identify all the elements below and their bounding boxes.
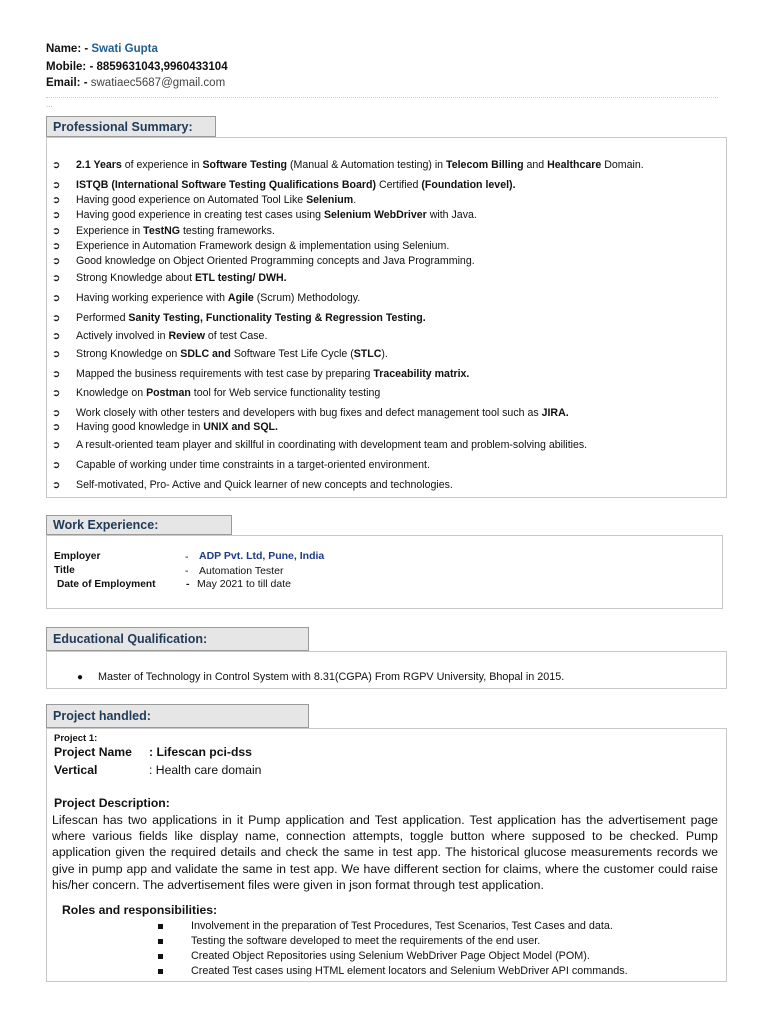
separator-dots: ...	[46, 100, 53, 109]
summary-item	[52, 272, 287, 284]
arrow-bullet-icon: ➲	[52, 440, 61, 451]
summary-item-text: of experience in	[121, 159, 203, 171]
summary-item-text: ISTQB (International Software Testing Qualifications Board)	[76, 179, 376, 191]
summary-item-text: ).	[381, 348, 388, 360]
summary-item-text: Experience in	[76, 225, 144, 237]
separator	[46, 97, 718, 98]
summary-item	[52, 479, 453, 491]
summary-item	[52, 459, 430, 471]
summary-item	[52, 240, 449, 252]
role-text: Involvement in the preparation of Test Procedures, Test Scenarios, Test Cases and data.	[191, 920, 613, 932]
square-bullet-icon	[158, 969, 163, 974]
summary-item-text: Selenium	[306, 194, 354, 206]
education-box	[46, 651, 727, 689]
summary-item	[52, 255, 475, 267]
summary-item-text: testing frameworks.	[180, 225, 275, 237]
summary-item-text: UNIX and SQL.	[203, 421, 278, 433]
employer-value: ADP Pvt. Ltd, Pune, India	[199, 550, 325, 562]
project-desc-label: Project Description:	[54, 796, 170, 810]
email-value: swatiaec5687@gmail.com	[90, 77, 226, 89]
summary-item-text: Sanity Testing, Functionality Testing & Regression Testing.	[128, 312, 426, 324]
arrow-bullet-icon: ➲	[52, 480, 61, 491]
arrow-bullet-icon: ➲	[52, 388, 61, 399]
project-description: Lifescan has two applications in it Pump application and Test application. Test application has the advertisement page where various fields like display name, connection attempts, toggle button where supposed to be checked. Pump application given the required details and check the same in test app. The historical glucose measurements records we give in pump app and validate the same in test app. We have different section for claims, where the customer could raise his/her concern. The advertisement files were given in json format through test application.	[52, 813, 718, 892]
summary-item-text: ETL testing/ DWH.	[194, 272, 287, 284]
summary-item	[52, 225, 275, 237]
summary-item-text: with Java.	[426, 209, 477, 221]
title-label: Title	[54, 565, 75, 576]
summary-item-text: Telecom Billing	[446, 159, 524, 171]
summary-item-text: Good knowledge on Object Oriented Programming concepts and Java Programming.	[76, 255, 475, 267]
bullet-icon: ●	[77, 672, 84, 683]
role-item	[158, 920, 613, 932]
summary-item-text: TestNG	[143, 225, 181, 237]
summary-item	[52, 194, 356, 206]
role-text: Created Object Repositories using Selenium WebDriver Page Object Model (POM).	[191, 950, 590, 962]
summary-item-text: Review	[168, 330, 205, 342]
summary-item	[52, 330, 267, 342]
roles-label: Roles and responsibilities:	[62, 903, 218, 917]
title-dash: -	[185, 565, 189, 577]
summary-item-text: Agile	[227, 292, 254, 304]
summary-item-text: Strong Knowledge on	[76, 348, 181, 360]
education-item	[77, 671, 564, 683]
contact-mobile	[46, 61, 228, 73]
summary-item-text: Domain.	[601, 159, 644, 171]
arrow-bullet-icon: ➲	[52, 349, 61, 360]
arrow-bullet-icon: ➲	[52, 180, 61, 191]
vertical-label: Vertical	[54, 763, 98, 777]
arrow-bullet-icon: ➲	[52, 210, 61, 221]
arrow-bullet-icon: ➲	[52, 460, 61, 471]
summary-item-text: STLC	[353, 348, 382, 360]
summary-item-text: Having good knowledge in	[76, 421, 204, 433]
employer-label: Employer	[54, 551, 101, 562]
summary-item-text: Selenium WebDriver	[323, 209, 427, 221]
square-bullet-icon	[158, 954, 163, 959]
summary-item-text: and	[523, 159, 548, 171]
arrow-bullet-icon: ➲	[52, 331, 61, 342]
summary-item-text: Traceability matrix.	[373, 368, 470, 380]
arrow-bullet-icon: ➲	[52, 408, 61, 419]
name-label: Name: -	[46, 43, 89, 55]
summary-item-text: Having working experience with	[76, 292, 228, 304]
arrow-bullet-icon: ➲	[52, 226, 61, 237]
employer-dash: -	[185, 551, 189, 563]
summary-item	[52, 421, 278, 433]
summary-item-text: Work closely with other testers and developers with bug fixes and defect management tool such as	[76, 407, 542, 419]
summary-item-text: Capable of working under time constraints in a target-oriented environment.	[76, 459, 430, 471]
summary-item-text: Having good experience in creating test cases using	[76, 209, 324, 221]
project-name-value: : Lifescan pci-dss	[149, 745, 252, 759]
work-heading: Work Experience:	[46, 515, 232, 535]
summary-item-text: .	[353, 194, 357, 206]
square-bullet-icon	[158, 924, 163, 929]
project-name-label: Project Name	[54, 745, 132, 759]
mobile-label: Mobile: -	[46, 61, 94, 73]
summary-item-text: Experience in Automation Framework design & implementation using Selenium.	[76, 240, 450, 252]
summary-item-text: Mapped the business requirements with test case by preparing	[76, 368, 374, 380]
arrow-bullet-icon: ➲	[52, 313, 61, 324]
summary-item	[52, 407, 569, 419]
summary-item-text: Knowledge on	[76, 387, 147, 399]
summary-item-text: JIRA.	[541, 407, 569, 419]
summary-item-text: Self-motivated, Pro- Active and Quick learner of new concepts and technologies.	[76, 479, 453, 491]
role-item	[158, 950, 590, 962]
arrow-bullet-icon: ➲	[52, 160, 61, 171]
mobile-value: 8859631043,9960433104	[96, 61, 228, 73]
summary-item-text: SDLC and	[180, 348, 231, 360]
summary-item-text: Having good experience on Automated Tool Like	[76, 194, 307, 206]
arrow-bullet-icon: ➲	[52, 256, 61, 267]
summary-item	[52, 387, 380, 399]
summary-heading: Professional Summary:	[46, 116, 216, 137]
arrow-bullet-icon: ➲	[52, 273, 61, 284]
role-text: Created Test cases using HTML element locators and Selenium WebDriver API commands.	[191, 965, 628, 977]
summary-item	[52, 159, 644, 171]
role-text: Testing the software developed to meet the requirements of the end user.	[191, 935, 541, 947]
arrow-bullet-icon: ➲	[52, 422, 61, 433]
summary-item-text: 2.1 Years	[76, 159, 122, 171]
arrow-bullet-icon: ➲	[52, 369, 61, 380]
education-heading: Educational Qualification:	[46, 627, 309, 651]
role-item	[158, 935, 540, 947]
square-bullet-icon	[158, 939, 163, 944]
summary-item-text: Healthcare	[547, 159, 602, 171]
doe-value: May 2021 to till date	[197, 578, 291, 590]
summary-item	[52, 209, 477, 221]
doe-label: Date of Employment	[57, 579, 156, 590]
email-label: Email: -	[46, 77, 88, 89]
doe-dash: -	[186, 578, 190, 590]
summary-item-text: Postman	[146, 387, 191, 399]
summary-item-text: of test Case.	[204, 330, 268, 342]
summary-item-text: Certified	[376, 179, 422, 191]
summary-item	[52, 312, 426, 324]
role-item	[158, 965, 628, 977]
contact-email	[46, 77, 225, 89]
summary-item	[52, 348, 388, 360]
arrow-bullet-icon: ➲	[52, 293, 61, 304]
title-value: Automation Tester	[199, 565, 284, 577]
summary-item-text: tool for Web service functionality testing	[190, 387, 381, 399]
summary-item-text: (Foundation level).	[421, 179, 516, 191]
project-number: Project 1:	[54, 733, 98, 744]
work-box	[46, 535, 723, 609]
summary-item	[52, 368, 469, 380]
name-value: Swati Gupta	[91, 43, 158, 55]
summary-item	[52, 439, 587, 451]
contact-name	[46, 43, 158, 55]
vertical-value: : Health care domain	[149, 763, 262, 777]
education-text: Master of Technology in Control System with 8.31(CGPA) From RGPV University, Bhopal in 2015.	[98, 671, 565, 683]
summary-item-text: (Scrum) Methodology.	[253, 292, 361, 304]
summary-item-text: Software Test Life Cycle (	[230, 348, 354, 360]
summary-item-text: A result-oriented team player and skillful in coordinating with development team and problem-solving abilities.	[76, 439, 588, 451]
project-heading: Project handled:	[46, 704, 309, 728]
summary-item-text: Performed	[76, 312, 129, 324]
summary-item-text: Strong Knowledge about	[76, 272, 195, 284]
arrow-bullet-icon: ➲	[52, 195, 61, 206]
summary-item-text: (Manual & Automation testing) in	[287, 159, 447, 171]
summary-item	[52, 292, 360, 304]
summary-item-text: Software Testing	[202, 159, 288, 171]
summary-item-text: Actively involved in	[76, 330, 169, 342]
arrow-bullet-icon: ➲	[52, 241, 61, 252]
summary-item	[52, 179, 516, 191]
